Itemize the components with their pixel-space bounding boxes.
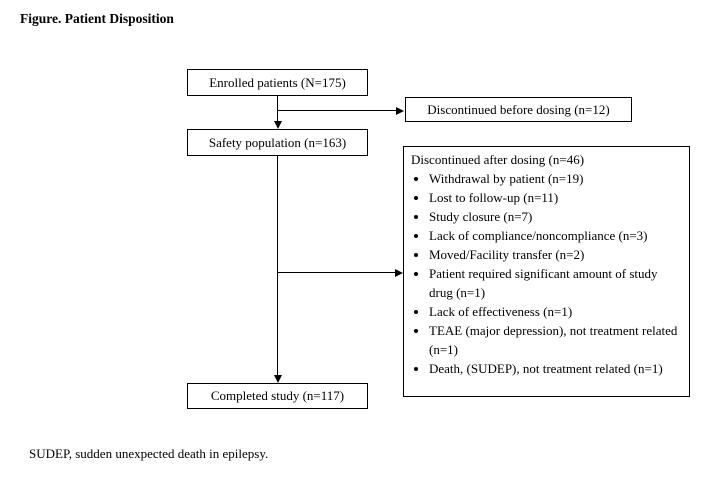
branch-to-discontinued-before-line xyxy=(278,110,397,111)
arrow-enrolled-to-safety-head-icon xyxy=(274,121,282,129)
reason-item: • Study closure (n=7) xyxy=(429,207,681,226)
arrow-safety-to-completed-line xyxy=(277,156,278,376)
safety-population-box: Safety population (n=163) xyxy=(187,129,368,156)
figure-title: Figure. Patient Disposition xyxy=(20,11,174,26)
branch-to-discontinued-after-line xyxy=(278,272,395,273)
arrow-enrolled-to-safety-line xyxy=(277,96,278,122)
footnote: SUDEP, sudden unexpected death in epilepsy. xyxy=(29,446,269,461)
discontinued-before-dosing-box: Discontinued before dosing (n=12) xyxy=(405,97,632,122)
reason-item: • TEAE (major depression), not treatment related (n=1) xyxy=(429,321,681,359)
branch-to-discontinued-after-head-icon xyxy=(395,269,403,277)
branch-to-discontinued-before-head-icon xyxy=(396,107,404,115)
discontinued-after-reasons-list xyxy=(411,169,681,378)
reason-item: • Lack of compliance/noncompliance (n=3) xyxy=(429,226,681,245)
discontinued-after-header: Discontinued after dosing (n=46) xyxy=(411,152,585,167)
reason-item: • Death, (SUDEP), not treatment related (n=1) xyxy=(429,359,681,378)
discontinued-after-dosing-box xyxy=(403,146,690,397)
reason-item: • Lack of effectiveness (n=1) xyxy=(429,302,681,321)
reason-item: • Withdrawal by patient (n=19) xyxy=(429,169,681,188)
reason-item: • Moved/Facility transfer (n=2) xyxy=(429,245,681,264)
enrolled-patients-box: Enrolled patients (N=175) xyxy=(187,69,368,96)
arrow-safety-to-completed-head-icon xyxy=(274,375,282,383)
completed-study-box: Completed study (n=117) xyxy=(187,383,368,409)
reason-item: • Lost to follow-up (n=11) xyxy=(429,188,681,207)
reason-item: • Patient required significant amount of study drug (n=1) xyxy=(429,264,681,302)
